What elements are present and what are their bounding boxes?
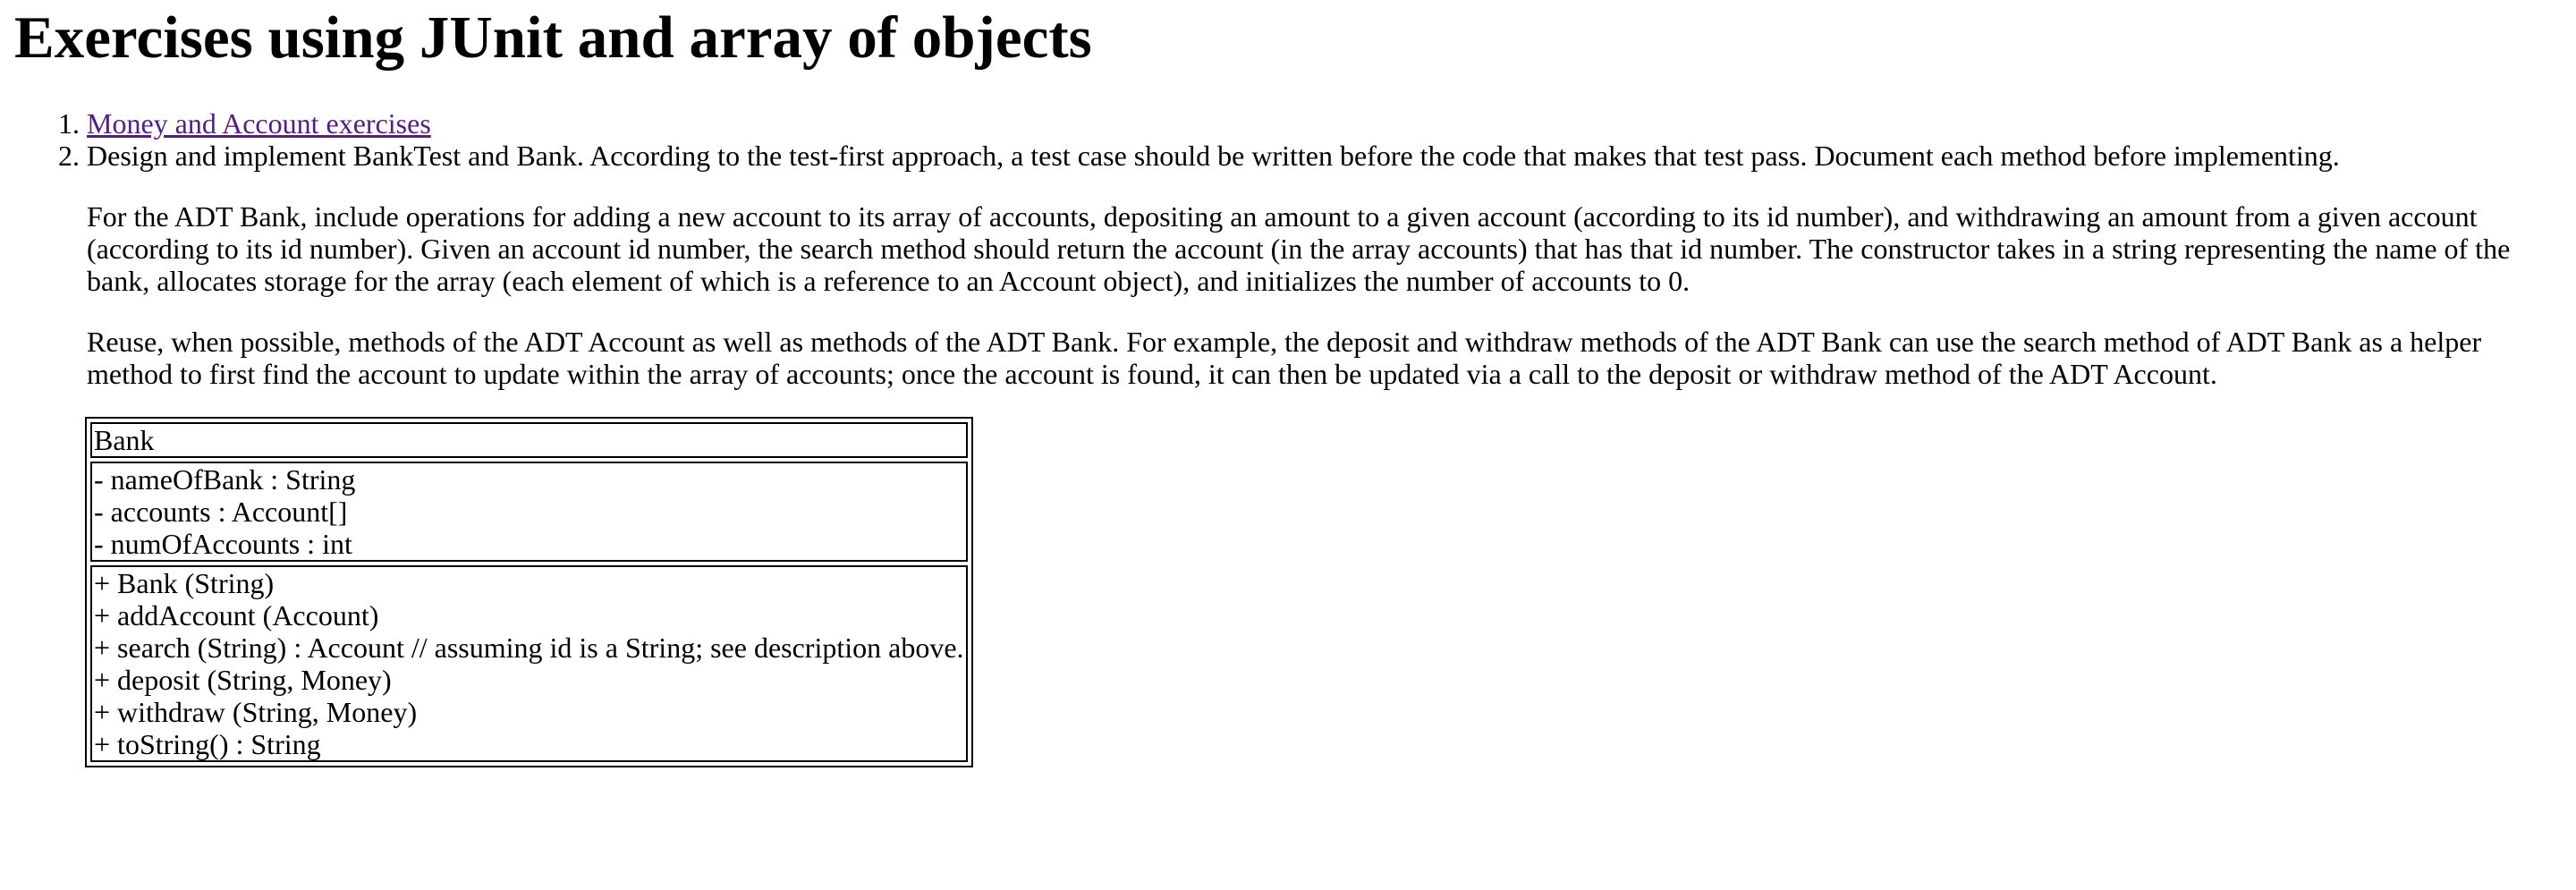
uml-method: + toString() : String — [94, 728, 321, 760]
money-account-exercises-link[interactable]: Money and Account exercises — [87, 107, 431, 140]
uml-method: + deposit (String, Money) — [94, 664, 392, 696]
bank-uml-table — [85, 417, 973, 767]
uml-class-name: Bank — [90, 422, 968, 458]
uml-method: + addAccount (Account) — [94, 599, 379, 631]
list-item — [87, 107, 2555, 140]
uml-method: + search (String) : Account // assuming id is a String; see description above. — [94, 631, 964, 664]
uml-field: - accounts : Account[] — [94, 496, 348, 528]
exercise-list — [0, 107, 2555, 767]
uml-methods — [90, 565, 968, 762]
adt-bank-description: For the ADT Bank, include operations for adding a new account to its array of accounts, depositing an amount to a given account (according to its id number), and withdrawing an amount from a given account (according to its id number). Given an account id number, the search method should return the account (in the array accounts) that has that id number. The constructor takes in a string representing the name of the bank, allocates storage for the array (each element of which is a reference to an Account object), and initializes the number of accounts to 0. — [87, 200, 2511, 297]
uml-field: - nameOfBank : String — [94, 463, 356, 496]
uml-fields — [90, 462, 968, 562]
uml-method: + withdraw (String, Money) — [94, 696, 418, 728]
list-item — [87, 140, 2555, 767]
uml-field: - numOfAccounts : int — [94, 528, 352, 560]
bank-exercise-intro: 2. Design and implement BankTest and Bank. According to the test-first approach, a test case should be written before the code that makes that test pass. Document each method before implementing. — [87, 140, 2340, 172]
page-title: Exercises using JUnit and array of objects — [14, 4, 1092, 71]
reuse-description: Reuse, when possible, methods of the ADT Account as well as methods of the ADT Bank. For example, the deposit and withdraw methods of the ADT Bank can use the search method of ADT Bank as a helper method to first find the account to update within the array of accounts; once the account is found, it can then be updated via a call to the deposit or withdraw method of the ADT Account. — [87, 326, 2482, 390]
uml-method: + Bank (String) — [94, 567, 275, 599]
